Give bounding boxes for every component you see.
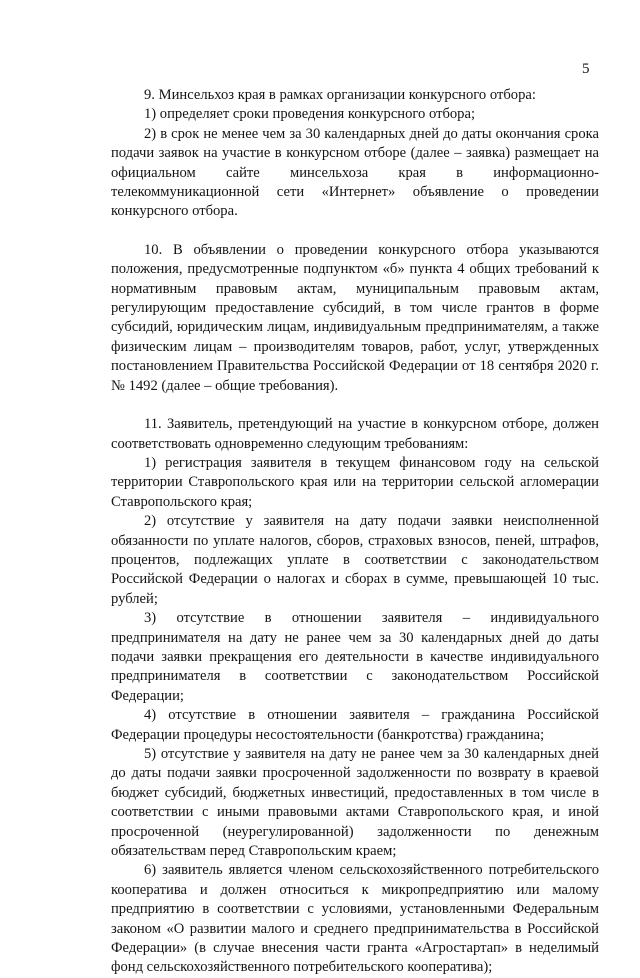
paragraph-9-item-2: 2) в срок не менее чем за 30 календарных дней до даты окончания срока подачи заявок на участие в конкурсном отборе (далее – заявка) размещает на официальном сайте минсельхоза края в информационно-телекоммуникационной сети «Интернет» объявление о проведении конкурсного отбора. [111, 125, 599, 220]
paragraph-11-item-5: 5) отсутствие у заявителя на дату не ранее чем за 30 календарных дней до даты подачи заявки просроченной задолженности по возврату в краевой бюджет субсидий, бюджетных инвестиций, предоставленных в том числе в соответствии с иными правовыми актами Ставропольского края, и иной просроченной (неурегулированной) задолженности по денежным обязательствам перед Ставропольским краем; [111, 746, 599, 860]
paragraph-9: 9. Минсельхоз края в рамках организации конкурсного отбора: [144, 87, 536, 103]
paragraph-11-item-6: 6) заявитель является членом сельскохозяйственного потребительского кооператива и должен относиться к микропредприятию или малому предприятию в соответствии с условиями, установленными Федеральным законом «О развитии малого и среднего предпринимательства в Российской Федерации» (в случае внесения части гранта «Агростартап» в неделимый фонд сельскохозяйственного потребительского кооператива); [111, 862, 599, 976]
page-number: 5 [582, 61, 590, 77]
paragraph-11-item-3: 3) отсутствие в отношении заявителя – индивидуального предпринимателя на дату не ранее чем за 30 календарных дней до даты подачи заявки прекращения его деятельности в качестве индивидуального предпринимателя в соответствии с законодательством Российской Федерации; [111, 610, 599, 704]
document-body [111, 86, 599, 978]
paragraph-9-item-1: 1) определяет сроки проведения конкурсного отбора; [144, 106, 476, 123]
paragraph-11-item-4: 4) отсутствие в отношении заявителя – гражданина Российской Федерации процедуры несостоятельности (банкротства) гражданина; [111, 707, 599, 743]
paragraph-11-item-1: 1) регистрация заявителя в текущем финансовом году на сельской территории Ставропольского края или на территории сельской агломерации Ставропольского края; [111, 454, 599, 510]
paragraph-gap [111, 222, 599, 241]
paragraph-gap [111, 396, 599, 415]
paragraph-11: 11. Заявитель, претендующий на участие в конкурсном отборе, должен соответствовать одновременно следующим требованиям: [111, 416, 599, 452]
paragraph-10: 10. В объявлении о проведении конкурсного отбора указываются положения, предусмотренные подпунктом «б» пункта 4 общих требований к нормативным правовым актам, муниципальным правовым актам, регулирующим предоставление субсидий, в том числе грантов в форме субсидий, юридическим лицам, индивидуальным предпринимателям, а также физическим лицам – производителям товаров, работ, услуг, утвержденных постановлением Правительства Российской Федерации от 18 сентября 2020 г. № 1492 (далее – общие требования). [111, 241, 599, 394]
paragraph-11-item-2: 2) отсутствие у заявителя на дату подачи заявки неисполненной обязанности по уплате налогов, сборов, страховых взносов, пеней, штрафов, процентов, подлежащих уплате в соответствии с законодательством Российской Федерации о налогах и сборах в сумме, превышающей 10 тыс. рублей; [111, 513, 599, 607]
